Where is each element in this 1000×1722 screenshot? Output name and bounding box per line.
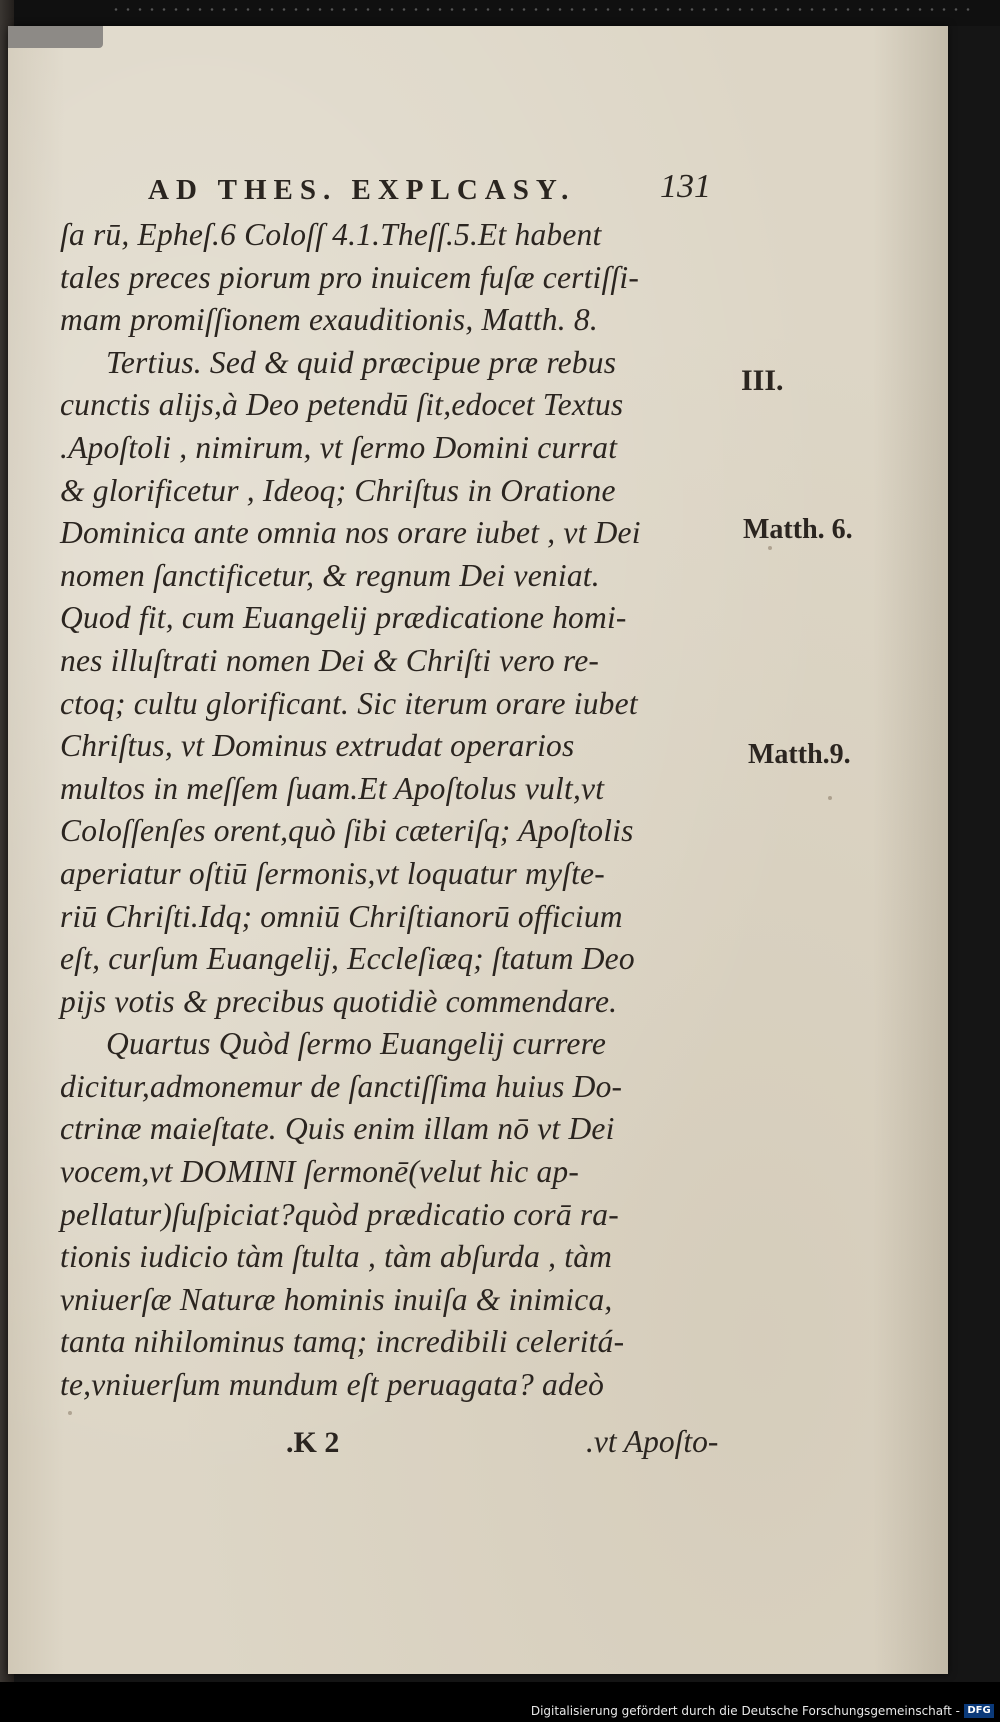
text-line: Quartus Quòd ſermo Euangelij currere [106, 1026, 607, 1062]
paper-speck [828, 796, 832, 800]
text-line: Dominica ante omnia nos orare iubet , vt Dei [60, 515, 641, 551]
binding-perforation [110, 8, 970, 11]
signature-mark: .K 2 [286, 1426, 340, 1459]
text-line: ctoq; cultu glorificant. Sic iterum orare iubet [60, 685, 638, 721]
text-line: multos in meſſem ſuam.Et Apoſtolus vult,vt [60, 770, 605, 806]
text-line: tanta nihilominus tamq; incredibili celeritá- [60, 1324, 625, 1360]
text-line: & glorificetur , Ideoq; Chriſtus in Oratione [60, 472, 616, 508]
text-line: Chriſtus, vt Dominus extrudat operarios [60, 728, 575, 764]
funding-credit: Digitalisierung gefördert durch die Deutsche Forschungsgemeinschaft - [530, 1704, 960, 1718]
marginal-note-scripture-reference: Matth.9. [748, 739, 851, 770]
page-corner-tab [8, 26, 103, 48]
footer-bar [0, 1682, 1000, 1722]
text-line: tionis iudicio tàm ſtulta , tàm abſurda , tàm [60, 1239, 613, 1275]
text-line: vocem,vt DOMINI ſermonē(velut hic ap- [60, 1154, 580, 1190]
text-line: te,vniuerſum mundum eſt peruagata? adeò [60, 1367, 605, 1403]
text-line: aperiatur oſtiū ſermonis,vt loquatur myſte- [60, 855, 605, 891]
text-line: riū Chriſti.Idq; omniū Chriſtianorū officium [60, 898, 623, 934]
text-line: eſt, curſum Euangelij, Eccleſiæq; ſtatum Deo [60, 941, 635, 977]
paper-speck [68, 1411, 72, 1415]
text-line: nomen ſanctificetur, & regnum Dei veniat. [60, 557, 600, 593]
text-line: Quod fit, cum Euangelij prædicatione homi- [60, 600, 627, 636]
scan-top-edge [0, 0, 1000, 26]
catchword: .vt Apoſto- [586, 1424, 719, 1459]
text-line: ctrinæ maieſtate. Quis enim illam nō vt Dei [60, 1111, 615, 1147]
text-line: mam promiſſionem exauditionis, Matth. 8. [60, 302, 598, 338]
text-line: nes illuſtrati nomen Dei & Chriſti vero re- [60, 642, 600, 678]
text-line: .Apoſtoli , nimirum, vt ſermo Domini currat [60, 429, 618, 465]
running-head: AD THES. EXPLCASY. [148, 174, 576, 206]
text-line: ſa rū, Epheſ.6 Coloſſ 4.1.Theſſ.5.Et habent [60, 217, 602, 252]
text-line: Tertius. Sed & quid præcipue præ rebus [106, 344, 617, 380]
text-line: cunctis alijs,à Deo petendū ſit,edocet Textus [60, 387, 624, 423]
text-line: pellatur)ſuſpiciat?quòd prædicatio corā ra- [60, 1196, 619, 1232]
text-line: tales preces piorum pro inuicem fuſæ certiſſi- [60, 259, 640, 295]
page-number: 131 [660, 168, 711, 205]
marginal-note-section-number: III. [741, 364, 784, 397]
paper-speck [768, 546, 772, 550]
marginal-note-scripture-reference: Matth. 6. [743, 514, 853, 545]
body-text [60, 214, 740, 1407]
book-page [8, 26, 948, 1674]
text-line: Coloſſenſes orent,quò ſibi cæteriſq; Apoſtolis [60, 813, 634, 849]
text-line: vniuerſæ Naturæ hominis inuiſa & inimica, [60, 1281, 613, 1317]
dfg-logo: DFG [964, 1704, 994, 1718]
text-line: dicitur,admonemur de ſanctiſſima huius Do- [60, 1068, 623, 1104]
text-line: pijs votis & precibus quotidiè commendare. [60, 983, 618, 1019]
